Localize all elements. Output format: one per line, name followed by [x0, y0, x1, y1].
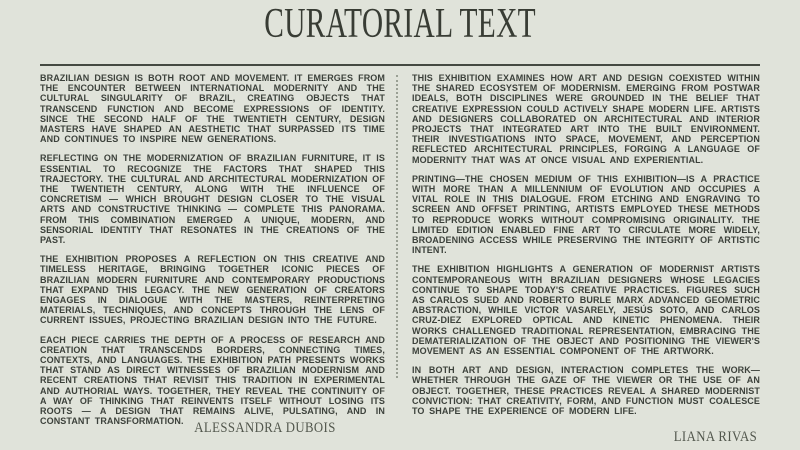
right-paragraph-4: IN BOTH ART AND DESIGN, INTERACTION COMPLETES THE WORK—WHETHER THROUGH THE GAZE OF THE VIEWER OR THE USE OF AN OBJECT. TOGETHER, THESE PRACTICES REVEAL A SHARED MODERNIST CONVICTION: THAT CREATIVITY, FORM, AND FUNCTION MUST COALESCE TO SHAPE THE EXPERIENCE OF MODERN LIFE. [412, 365, 760, 417]
right-paragraph-1: THIS EXHIBITION EXAMINES HOW ART AND DESIGN COEXISTED WITHIN THE SHARED ECOSYSTEM OF MODERNISM. EMERGING FROM POSTWAR IDEALS, BOTH DISCIPLINES WERE GROUNDED IN THE BELIEF THAT CREATIVE EXPRESSION COULD ACTIVELY SHAPE MODERN LIFE. ARTISTS AND DESIGNERS COLLABORATED ON ARCHITECTURAL AND INTERIOR PROJECTS THAT INTEGRATED ART INTO THE BUILT ENVIRONMENT. THEIR INVESTIGATIONS INTO SPACE, MOVEMENT, AND PERCEPTION REFLECTED ARCHITECTURAL PRINCIPLES, FORGING A LANGUAGE OF MODERNITY THAT WAS AT ONCE VISUAL AND EXPERIENTIAL. [412, 73, 760, 165]
left-paragraph-2: REFLECTING ON THE MODERNIZATION OF BRAZILIAN FURNITURE, IT IS ESSENTIAL TO RECOGNIZE THE FACTORS THAT SHAPED THIS TRAJECTORY. THE CULTURAL AND ARCHITECTURAL MODERNIZATION OF THE TWENTIETH CENTURY, ALONG WITH THE INFLUENCE OF CONCRETISM — WHICH BROUGHT DESIGN CLOSER TO THE VISUAL ARTS AND CONSTRUCTIVE THINKING — COMPLETE THIS PANORAMA. FROM THIS COMBINATION EMERGED A UNIQUE, MODERN, AND SENSORIAL IDENTITY THAT RESONATES IN THE CREATIONS OF THE PAST. [40, 153, 385, 246]
credit-curator-right: LIANA RIVAS [673, 429, 757, 445]
left-paragraph-3: THE EXHIBITION PROPOSES A REFLECTION ON THIS CREATIVE AND TIMELESS HERITAGE, BRINGING TOGETHER ICONIC PIECES OF BRAZILIAN MODERN FURNITURE AND CONTEMPORARY PRODUCTIONS THAT EXPAND THIS LEGACY. THE NEW GENERATION OF CREATORS ENGAGES IN DIALOGUE WITH THE MASTERS, REINTERPRETING MATERIALS, TECHNIQUES, AND CONCEPTS THROUGH THE LENS OF CURRENT ISSUES, PROJECTING BRAZILIAN DESIGN INTO THE FUTURE. [40, 254, 385, 326]
right-paragraph-3: THE EXHIBITION HIGHLIGHTS A GENERATION OF MODERNIST ARTISTS CONTEMPORANEOUS WITH BRAZILIAN DESIGNERS WHOSE LEGACIES CONTINUE TO SHAPE TODAY'S CREATIVE PRACTICES. FIGURES SUCH AS CARLOS SUED AND ROBERTO BURLE MARX ADVANCED GEOMETRIC ABSTRACTION, WHILE VICTOR VASARELY, JESÚS SOTO, AND CARLOS CRUZ-DIEZ EXPLORED OPTICAL AND KINETIC PHENOMENA. THEIR WORKS CHALLENGED TRADITIONAL REPRESENTATION, EMBRACING THE DEMATERIALIZATION OF THE OBJECT AND POSITIONING THE VIEWER'S MOVEMENT AS AN ESSENTIAL COMPONENT OF THE ARTWORK. [412, 264, 760, 357]
right-paragraph-2: PRINTING—THE CHOSEN MEDIUM OF THIS EXHIBITION—IS A PRACTICE WITH MORE THAN A MILLENNIUM OF EVOLUTION AND OCCUPIES A VITAL ROLE IN THIS DIALOGUE. FROM ETCHING AND ENGRAVING TO SCREEN AND OFFSET PRINTING, ARTISTS EMPLOYED THESE METHODS TO REPRODUCE WORKS WITHOUT COMPROMISING ORIGINALITY. THE LIMITED EDITION ENABLED FINE ART TO CIRCULATE MORE WIDELY, BROADENING ACCESS WHILE PRESERVING THE INTEGRITY OF ARTISTIC INTENT. [412, 173, 760, 256]
right-column [412, 73, 760, 427]
credit-curator-left: ALESSANDRA DUBOIS [194, 420, 336, 436]
header-rule [40, 64, 760, 66]
left-column [40, 73, 385, 427]
left-paragraph-1: BRAZILIAN DESIGN IS BOTH ROOT AND MOVEMENT. IT EMERGES FROM THE ENCOUNTER BETWEEN INTERNATIONAL MODERNITY AND THE CULTURAL SINGULARITY OF BRAZIL, CREATING OBJECTS THAT TRANSCEND FUNCTION AND BECOME EXPRESSIONS OF IDENTITY. SINCE THE SECOND HALF OF THE TWENTIETH CENTURY, DESIGN MASTERS HAVE SHAPED AN AESTHETIC THAT SURPASSED ITS TIME AND CONTINUES TO INSPIRE NEW GENERATIONS. [40, 73, 385, 145]
column-divider-dotted-line [396, 75, 398, 378]
page-title-wrap [0, 2, 800, 46]
curatorial-text-columns [40, 73, 760, 427]
left-paragraph-4: EACH PIECE CARRIES THE DEPTH OF A PROCESS OF RESEARCH AND CREATION THAT TRANSCENDS BORDERS, CONNECTING TIMES, CONTEXTS, AND LANGUAGES. THE EXHIBITION PATH PRESENTS WORKS THAT STAND AS DIRECT WITNESSES OF BRAZILIAN MODERNISM AND RECENT CREATIONS THAT REVISIT THIS TRADITION IN EXPERIMENTAL AND AUTHORIAL WAYS. TOGETHER, THEY REVEAL THE CONTINUITY OF A WAY OF THINKING THAT REINVENTS ITSELF WITHOUT LOSING ITS ROOTS — A DESIGN THAT REMAINS ALIVE, PULSATING, AND IN CONSTANT TRANSFORMATION. [40, 334, 385, 427]
page-title: CURATORIAL TEXT [264, 1, 536, 47]
